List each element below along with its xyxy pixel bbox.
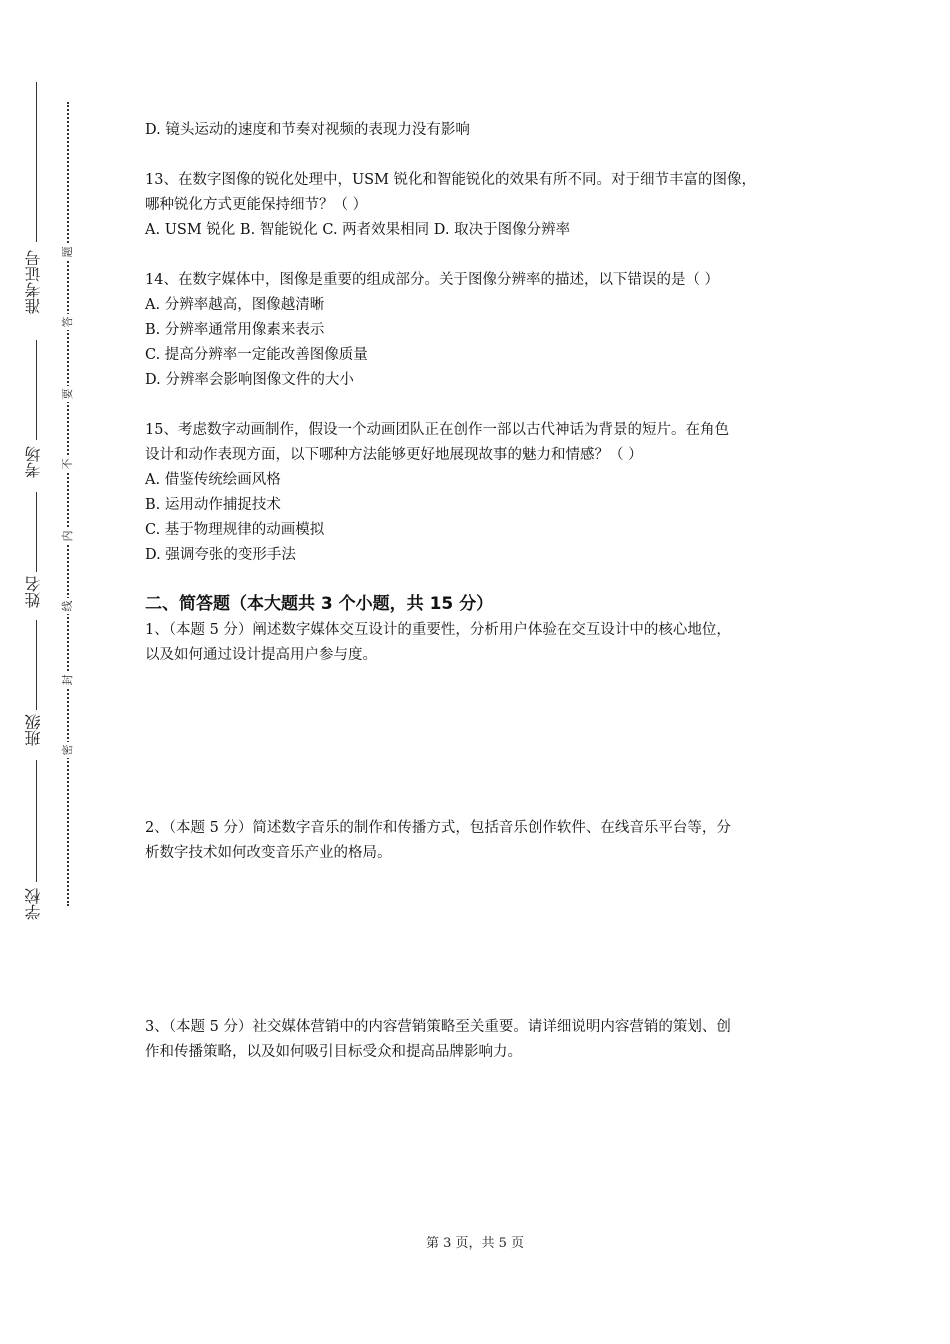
short-answer-2-text-cont: 析数字技术如何改变音乐产业的格局。 [145,845,392,861]
field-label-school: 学校 [24,888,43,920]
short-answer-3-text-cont: 作和传播策略，以及如何吸引目标受众和提高品牌影响力。 [145,1044,522,1060]
question-15-option-d: D. 强调夸张的变形手法 [145,547,296,563]
seal-char: 封 [60,672,76,688]
short-answer-1-text: 1、（本题 5 分）阐述数字媒体交互设计的重要性，分析用户体验在交互设计中的核心地位， [145,622,731,638]
section-2-title: 二、简答题（本大题共 3 个小题，共 15 分） [145,594,494,614]
field-label-exam-room: 考场 [24,446,43,478]
seal-dotted-line [67,102,69,906]
seal-char: 线 [60,598,76,614]
field-label-exam-id: 准考证号 [24,250,43,314]
field-line-exam-room [36,340,37,440]
question-13-text-cont: 哪种锐化方式更能保持细节？（ ） [145,197,368,213]
question-12-option-d: D. 镜头运动的速度和节奏对视频的表现力没有影响 [145,122,470,138]
question-15-option-c: C. 基于物理规律的动画模拟 [145,522,325,538]
seal-char: 密 [60,742,76,758]
short-answer-3-text: 3、（本题 5 分）社交媒体营销中的内容营销策略至关重要。请详细说明内容营销的策划、创 [145,1019,731,1035]
question-15-option-b: B. 运用动作捕捉技术 [145,497,281,513]
seal-char: 不 [60,456,76,472]
field-label-name: 姓名 [24,576,43,608]
seal-char: 答 [60,314,76,330]
question-14-option-b: B. 分辨率通常用像素来表示 [145,322,325,338]
question-14-option-d: D. 分辨率会影响图像文件的大小 [145,372,354,388]
question-14-option-c: C. 提高分辨率一定能改善图像质量 [145,347,368,363]
field-line-school [36,760,37,882]
field-line-name [36,492,37,572]
short-answer-2-text: 2、（本题 5 分）简述数字音乐的制作和传播方式，包括音乐创作软件、在线音乐平台等，分 [145,820,731,836]
question-15-option-a: A. 借鉴传统绘画风格 [145,472,281,488]
seal-char: 题 [60,244,76,260]
question-14-option-a: A. 分辨率越高，图像越清晰 [145,297,325,313]
seal-char: 内 [60,528,76,544]
question-15-text-cont: 设计和动作表现方面，以下哪种方法能够更好地展现故事的魅力和情感？（ ） [145,447,643,463]
page-number: 第 3 页，共 5 页 [425,1236,525,1251]
field-label-class: 班级 [24,714,43,746]
question-13-options: A. USM 锐化 B. 智能锐化 C. 两者效果相同 D. 取决于图像分辨率 [145,222,571,238]
field-line-exam-id [36,82,37,242]
question-13-text: 13、在数字图像的锐化处理中，USM 锐化和智能锐化的效果有所不同。对于细节丰富的图像， [145,172,757,188]
question-15-text: 15、考虑数字动画制作，假设一个动画团队正在创作一部以古代神话为背景的短片。在角色 [145,422,729,438]
field-line-class [36,620,37,710]
short-answer-1-text-cont: 以及如何通过设计提高用户参与度。 [145,647,377,663]
seal-char: 要 [60,386,76,402]
question-14-text: 14、在数字媒体中，图像是重要的组成部分。关于图像分辨率的描述，以下错误的是（ ） [145,272,720,288]
